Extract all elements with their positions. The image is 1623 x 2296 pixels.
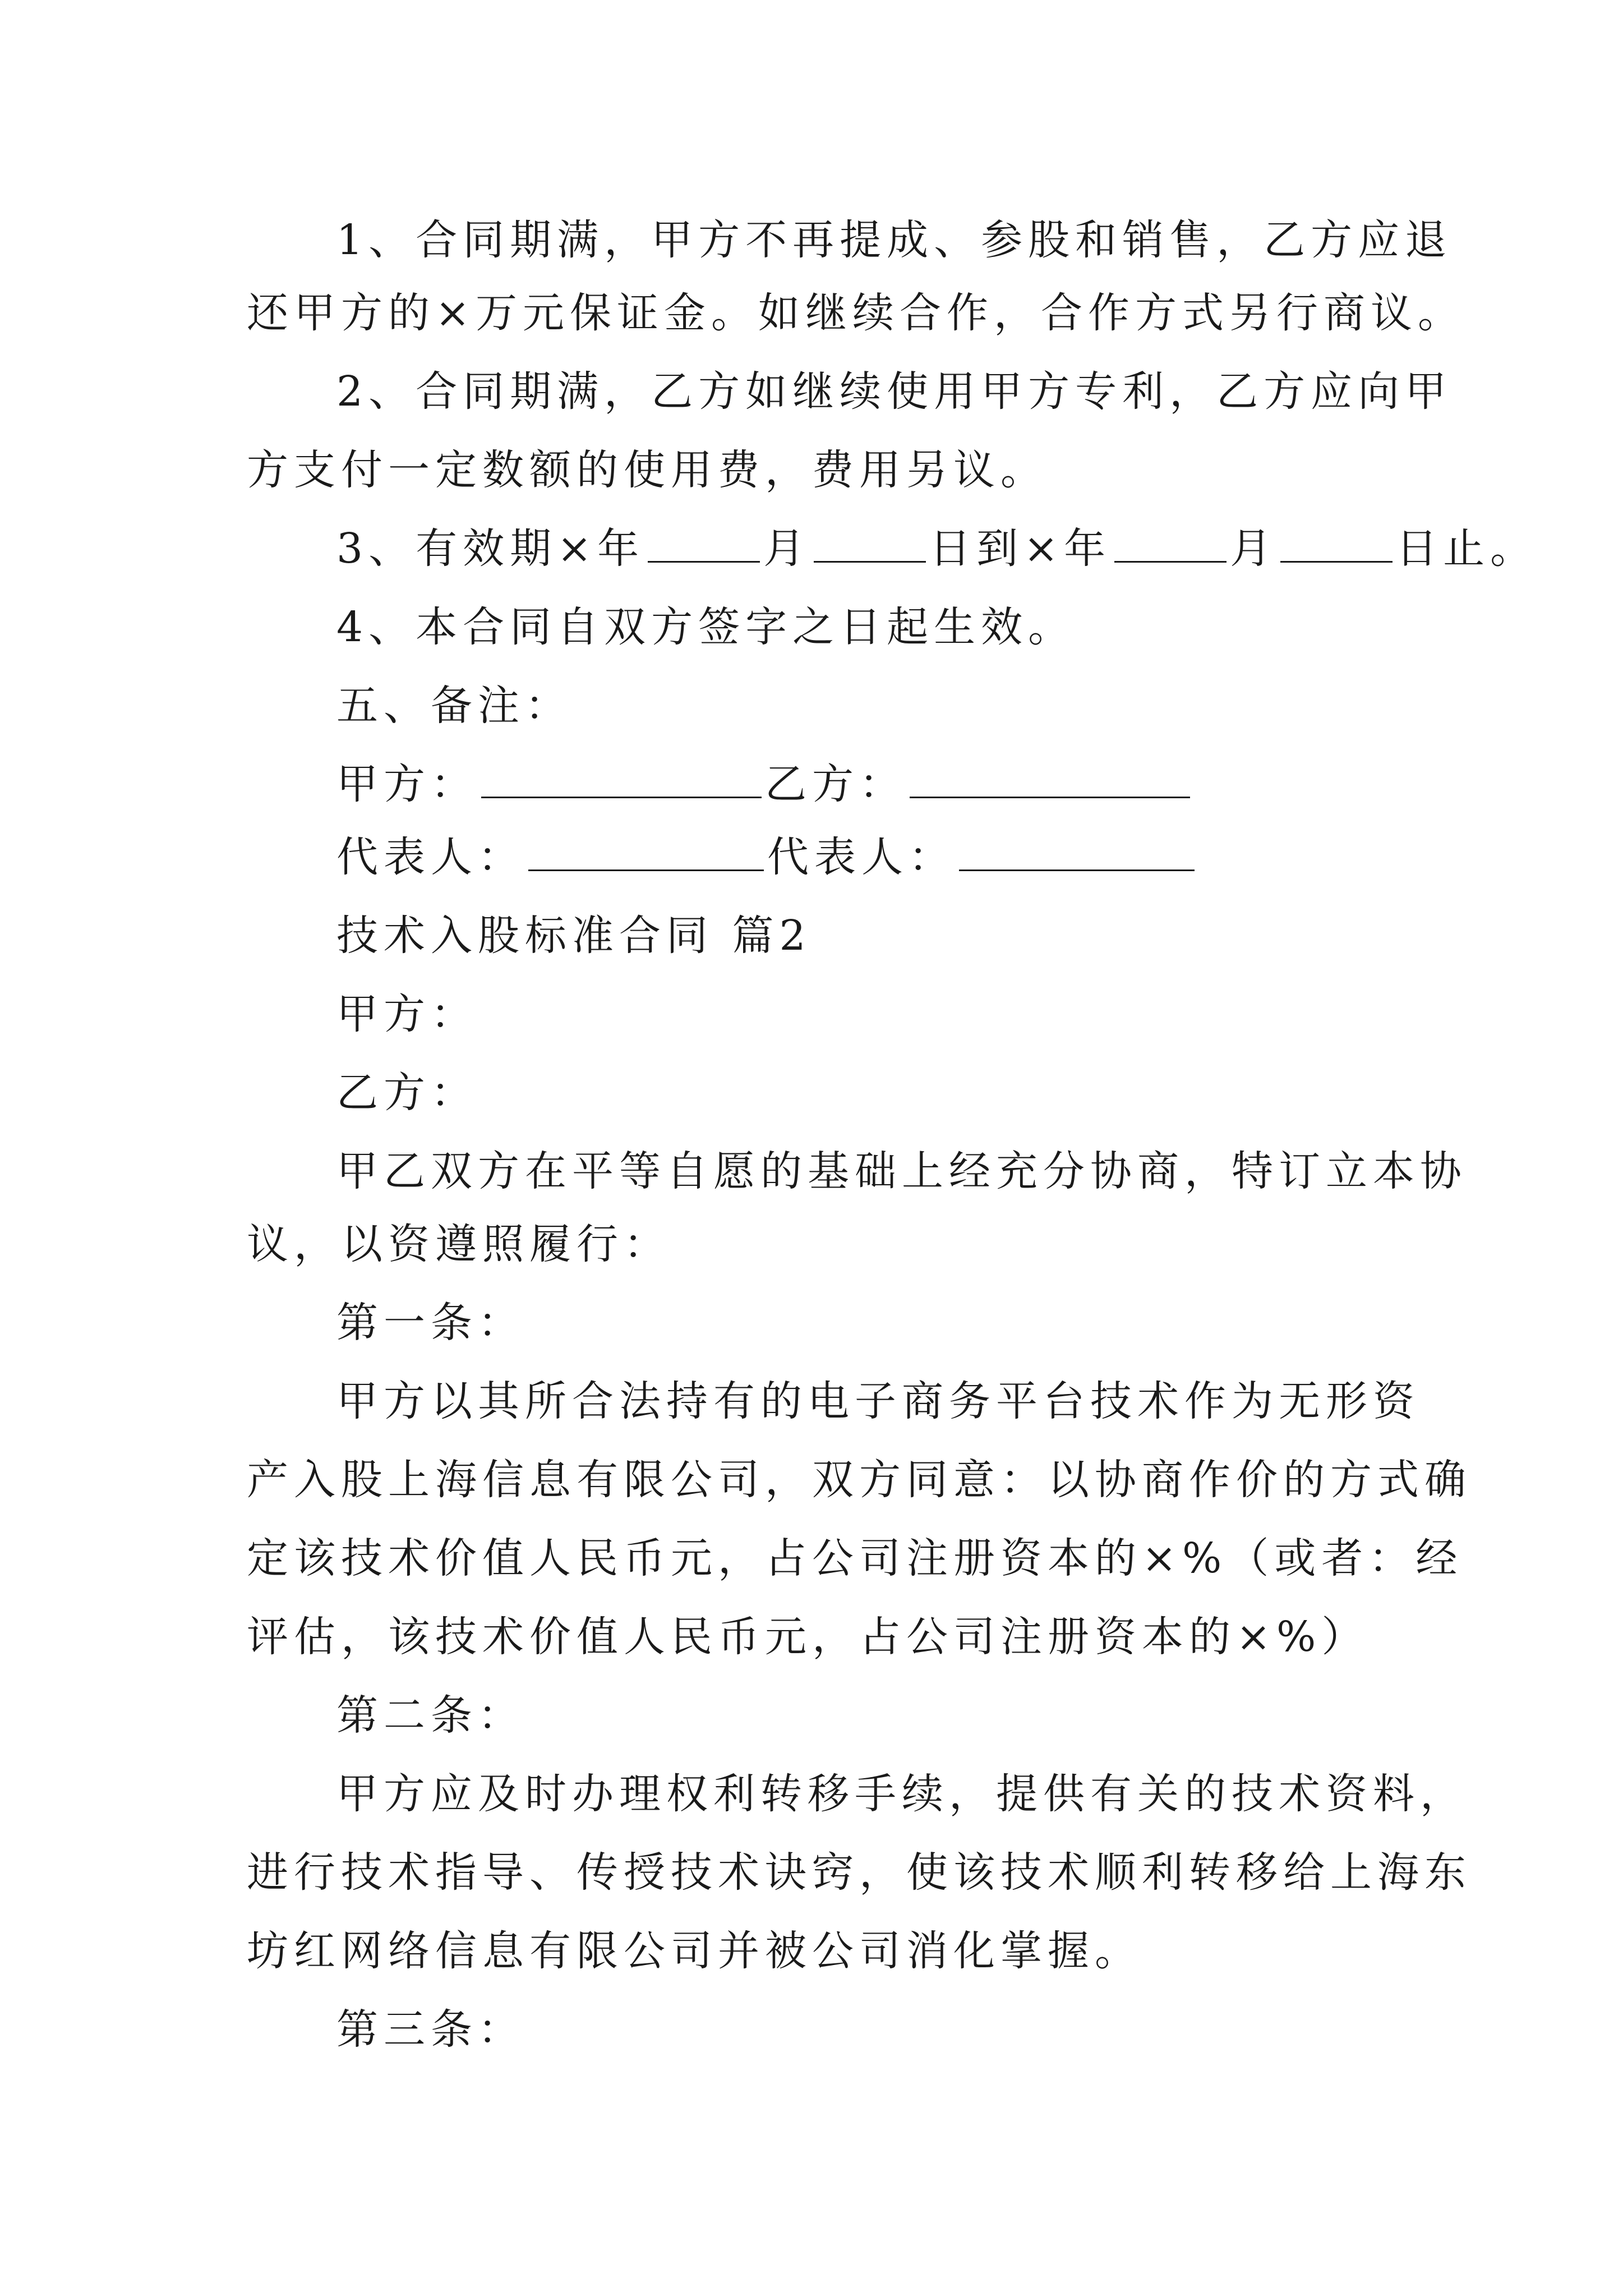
- text-segment: 日止。: [1396, 524, 1538, 573]
- paragraph-line: 产入股上海信息有限公司，双方同意：以协商作价的方式确: [247, 1456, 1472, 1504]
- fill-in-blank: [648, 522, 760, 563]
- paragraph-line: 甲方应及时办理权利转移手续，提供有关的技术资料，: [336, 1770, 1467, 1818]
- representative-a-label: 代表人：: [336, 833, 525, 881]
- fill-in-blank: [959, 830, 1195, 871]
- representative-b-label: 代表人：: [767, 833, 956, 881]
- paragraph-line: 坊红网络信息有限公司并被公司消化掌握。: [247, 1927, 1142, 1975]
- fill-in-blank: [528, 830, 764, 871]
- text-segment: 月: [763, 524, 811, 573]
- party-a-line: 甲方：: [336, 990, 478, 1038]
- paragraph-line: 1、合同期满，甲方不再提成、参股和销售，乙方应退: [336, 216, 1453, 264]
- party-b-line: 乙方：: [336, 1069, 478, 1117]
- text-segment: 日到×年: [929, 524, 1112, 573]
- text-segment: 月: [1230, 524, 1278, 573]
- article-heading: 第一条：: [336, 1299, 525, 1347]
- fill-in-blank: [1280, 522, 1393, 563]
- paragraph-line: 方支付一定数额的使用费，费用另议。: [247, 446, 1048, 494]
- text-segment: 3、有效期×年: [336, 524, 645, 573]
- article-heading: 第二条：: [336, 1691, 525, 1740]
- fill-in-blank: [1114, 522, 1227, 563]
- party-b-label: 乙方：: [765, 760, 906, 808]
- paragraph-line: 甲乙双方在平等自愿的基础上经充分协商，特订立本协: [336, 1147, 1467, 1195]
- paragraph-line: 2、合同期满，乙方如继续使用甲方专利，乙方应向甲: [336, 367, 1453, 416]
- signature-line-representative: [336, 830, 1198, 884]
- fill-in-blank: [910, 757, 1190, 798]
- paragraph-line: 4、本合同自双方签字之日起生效。: [336, 603, 1076, 651]
- fill-in-blank: [481, 757, 762, 798]
- paragraph-line: 甲方以其所合法持有的电子商务平台技术作为无形资: [336, 1377, 1420, 1425]
- validity-period-line: [336, 522, 1537, 576]
- fill-in-blank: [814, 522, 926, 563]
- signature-line-party: [336, 757, 1193, 811]
- paragraph-line: 进行技术指导、传授技术诀窍，使该技术顺利转移给上海东: [247, 1848, 1472, 1897]
- contract-title: 技术入股标准合同 篇2: [336, 912, 811, 960]
- paragraph-line: 议，以资遵照履行：: [247, 1220, 671, 1268]
- paragraph-line: 定该技术价值人民币元，占公司注册资本的×%（或者：经: [247, 1534, 1463, 1582]
- paragraph-line: 还甲方的×万元保证金。如继续合作，合作方式另行商议。: [247, 289, 1465, 337]
- party-a-label: 甲方：: [336, 760, 478, 808]
- article-heading: 第三条：: [336, 2005, 525, 2054]
- section-heading: 五、备注：: [336, 682, 572, 730]
- paragraph-line: 评估，该技术价值人民币元，占公司注册资本的×%）: [247, 1613, 1369, 1661]
